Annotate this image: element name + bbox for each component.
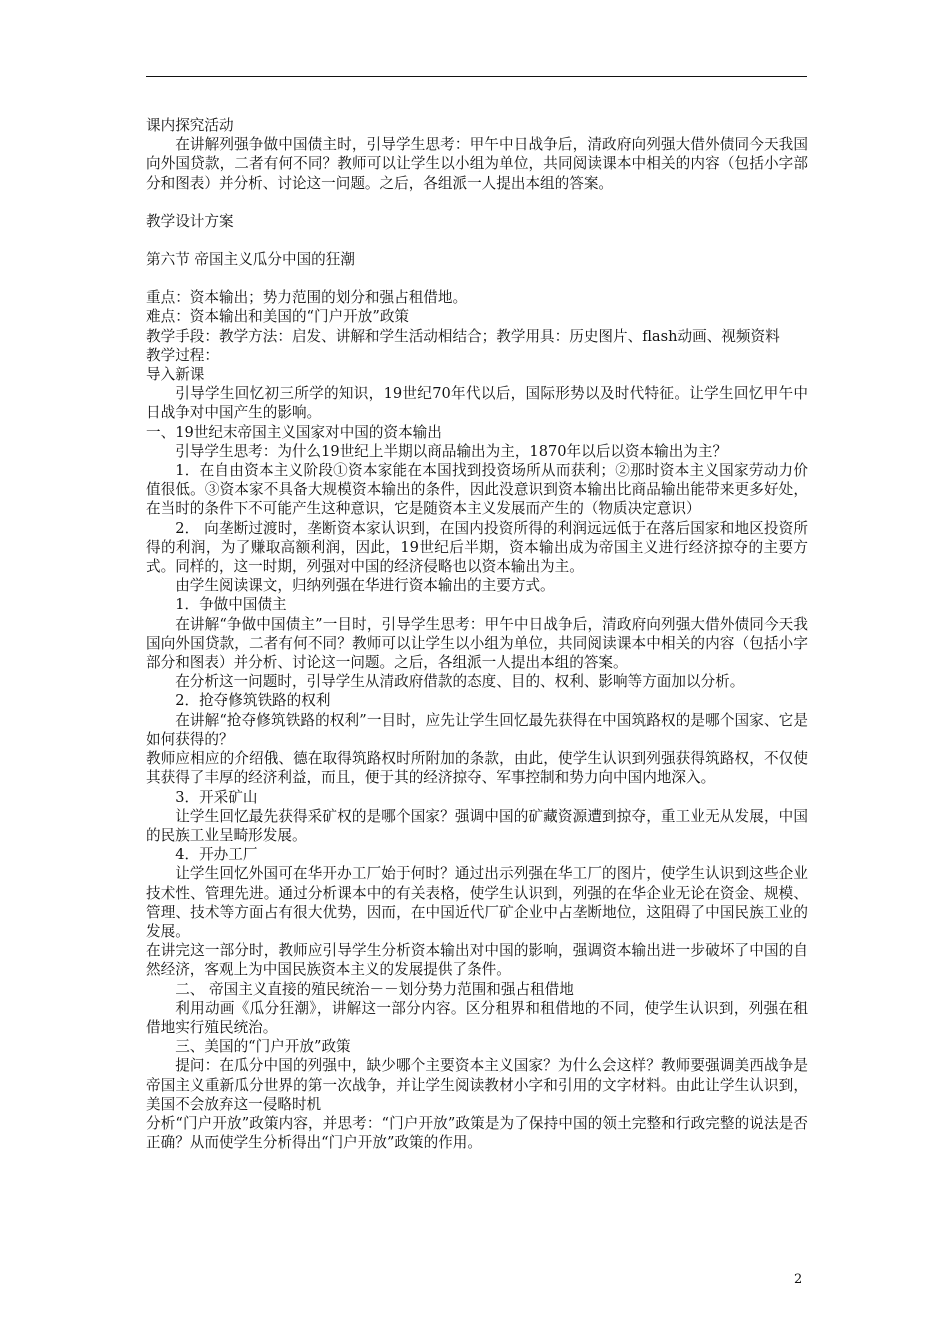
paragraph: 让学生回忆外国可在华开办工厂始于何时？通过出示列强在华工厂的图片，使学生认识到这些企业技术性、管理先进。通过分析课本中的有关表格，使学生认识到，列强的在华企业无论在资金、规模、管理、技术等方面占有很大优势，因而，在中国近代厂矿企业中占垄断地位，这阻碍了中国民族工业的发展。: [146, 865, 808, 940]
page-number: 2: [794, 1272, 803, 1287]
paragraph: 课内探究活动: [146, 117, 234, 134]
paragraph: 3．开采矿山: [175, 788, 258, 806]
paragraph: 在分析这一问题时，引导学生从清政府借款的态度、目的、权利、影响等方面加以分析。: [175, 673, 745, 691]
paragraph: 第六节 帝国主义瓜分中国的狂潮: [146, 251, 355, 269]
paragraph: 重点：资本输出；势力范围的划分和强占租借地。: [146, 289, 468, 307]
paragraph: 1．争做中国债主: [175, 596, 287, 614]
paragraph: 在讲解列强争做中国债主时，引导学生思考：甲午中日战争后，清政府向列强大借外债同今天我国向外国贷款，二者有何不同？教师可以让学生以小组为单位，共同阅读课本中相关的内容（包括小字部分和图表）并分析、讨论这一问题。之后，各组派一人提出本组的答案。: [146, 136, 808, 192]
paragraph: 让学生回忆最先获得采矿权的是哪个国家？强调中国的矿藏资源遭到掠夺，重工业无从发展，中国的民族工业呈畸形发展。: [146, 807, 808, 844]
document-body: [146, 116, 808, 1152]
paragraph: 难点：资本输出和美国的“门户开放”政策: [146, 308, 410, 326]
header-rule: [146, 76, 807, 77]
paragraph: 在讲完这一部分时，教师应引导学生分析资本输出对中国的影响，强调资本输出进一步破坏了中国的自然经济，客观上为中国民族资本主义的发展提供了条件。: [146, 942, 808, 979]
paragraph: 二、 帝国主义直接的殖民统治－－划分势力范围和强占租借地: [175, 980, 574, 998]
paragraph: 一、19世纪末帝国主义国家对中国的资本输出: [146, 423, 442, 441]
paragraph: 在讲解“抢夺修筑铁路的权利”一目时，应先让学生回忆最先获得在中国筑路权的是哪个国家、它是如何获得的？: [146, 711, 808, 748]
paragraph: 教学手段：教学方法：启发、讲解和学生活动相结合；教学用具：历史图片、flash动画、视频资料: [146, 327, 780, 345]
paragraph: 分析“门户开放”政策内容，并思考：“门户开放”政策是为了保持中国的领土完整和行政完整的说法是否正确？从而使学生分析得出“门户开放”政策的作用。: [146, 1114, 808, 1152]
paragraph: 提问：在瓜分中国的列强中，缺少哪个主要资本主义国家？为什么会这样？教师要强调美西战争是帝国主义重新瓜分世界的第一次战争，并让学生阅读教材小字和引用的文字材料。由此让学生认识到，美国不会放弃这一侵略时机: [146, 1057, 808, 1113]
paragraph: 在讲解“争做中国债主”一目时，引导学生思考：甲午中日战争后，清政府向列强大借外债同今天我国向外国贷款，二者有何不同？教师可以让学生以小组为单位，共同阅读课本中相关的内容（包括小字部分和图表）并分析、讨论这一问题。之后，各组派一人提出本组的答案。: [146, 615, 808, 672]
paragraph: 由学生阅读课文，归纳列强在华进行资本输出的主要方式。: [175, 577, 555, 595]
paragraph: 2．抢夺修筑铁路的权利: [175, 692, 331, 710]
paragraph: 1．在自由资本主义阶段①资本家能在本国找到投资场所从而获利；②那时资本主义国家劳动力价值很低。③资本家不具备大规模资本输出的条件，因此没意识到资本输出比商品输出能带来更多好处，在当时的条件下不可能产生这种意识，它是随资本主义发展而产生的（物质决定意识）: [146, 462, 808, 518]
paragraph: 2． 向垄断过渡时，垄断资本家认识到，在国内投资所得的利润远远低于在落后国家和地区投资所得的利润，为了赚取高额利润，因此，19世纪后半期，资本输出成为帝国主义进行经济掠夺的主要方式。同样的，这一时期，列强对中国的经济侵略也以资本输出为主。: [146, 519, 808, 576]
paragraph: 引导学生回忆初三所学的知识，19世纪70年代以后，国际形势以及时代特征。让学生回忆甲午中日战争对中国产生的影响。: [146, 385, 808, 422]
paragraph: 导入新课: [146, 366, 205, 384]
paragraph: 教师应相应的介绍俄、德在取得筑路权时所附加的条款，由此，使学生认识到列强获得筑路权，不仅使其获得了丰厚的经济利益，而且，便于其的经济掠夺、军事控制和势力向中国内地深入。: [146, 750, 808, 787]
paragraph: 教学过程：: [146, 346, 219, 364]
paragraph: 引导学生思考：为什么19世纪上半期以商品输出为主，1870年以后以资本输出为主？: [175, 442, 728, 460]
paragraph: 三、美国的“门户开放”政策: [175, 1038, 351, 1056]
paragraph: 利用动画《瓜分狂潮》，讲解这一部分内容。区分租界和租借地的不同，使学生认识到，列强在租借地实行殖民统治。: [146, 999, 808, 1036]
paragraph: 4．开办工厂: [175, 846, 258, 864]
paragraph: 教学设计方案: [146, 212, 234, 230]
